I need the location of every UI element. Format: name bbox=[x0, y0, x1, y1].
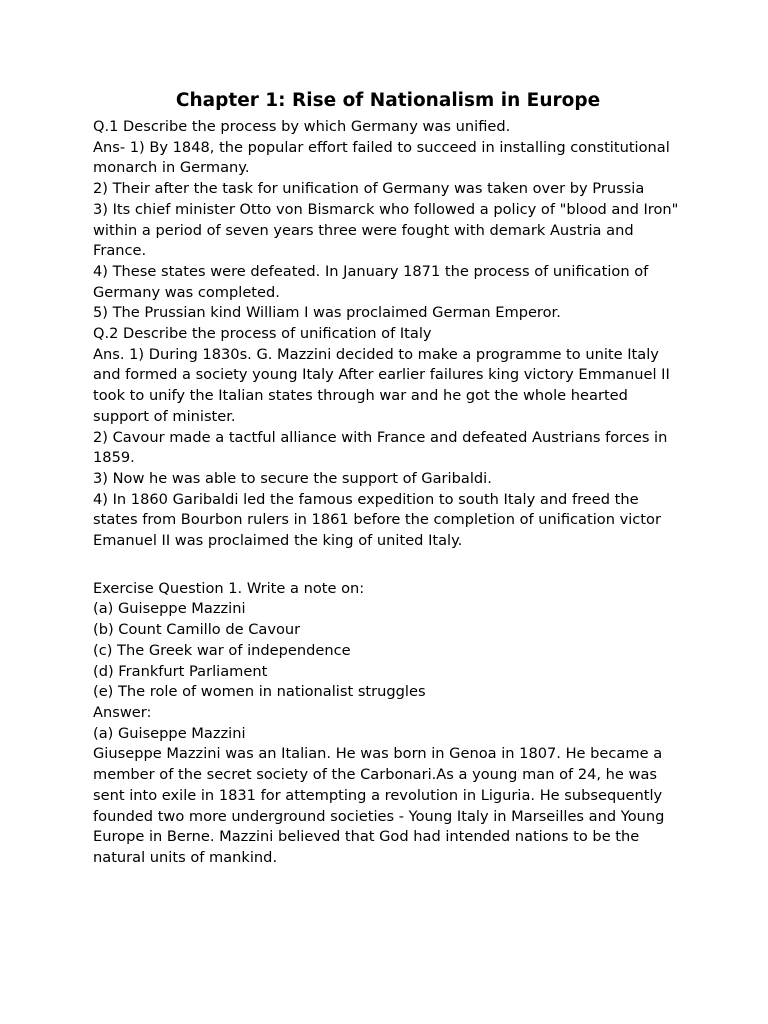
answer-2-point-3: 3) Now he was able to secure the support of Garibaldi. bbox=[93, 469, 492, 487]
exercise-question: Exercise Question 1. Write a note on: bbox=[93, 579, 365, 597]
question-2: Q.2 Describe the process of unification of Italy bbox=[93, 325, 432, 343]
answer-1-point-2: 2) Their after the task for unification of Germany was taken over by Prussia bbox=[93, 180, 645, 198]
answer-label: Answer: bbox=[93, 703, 152, 721]
exercise-item-a: (a) Guiseppe Mazzini bbox=[93, 600, 246, 618]
question-1: Q.1 Describe the process by which Germany was unified. bbox=[93, 118, 511, 135]
answer-2-point-2: 2) Cavour made a tactful alliance with France and defeated Austrians forces in 1859. bbox=[93, 428, 668, 467]
document-page bbox=[93, 88, 683, 869]
answer-subheading-a: (a) Guiseppe Mazzini bbox=[93, 724, 246, 742]
answer-2-point-4: 4) In 1860 Garibaldi led the famous expedition to south Italy and freed the states from Bourbon rulers in 1861 before the completion of unification victor Emanuel II was proclaimed the king of united Italy. bbox=[93, 490, 661, 550]
exercise-item-e: (e) The role of women in nationalist struggles bbox=[93, 683, 426, 701]
answer-1-point-4: 4) These states were defeated. In January 1871 the process of unification of Germany was completed. bbox=[93, 262, 649, 301]
exercise-item-b: (b) Count Camillo de Cavour bbox=[93, 621, 301, 639]
answer-paragraph-a: Giuseppe Mazzini was an Italian. He was born in Genoa in 1807. He became a member of the secret society of the Carbonari.As a young man of 24, he was sent into exile in 1831 for attempting a revolution in Liguria. He subsequently founded two more underground societies - Young Italy in Marseilles and Young Europe in Berne. Mazzini believed that God had intended nations to be the natural units of mankind. bbox=[93, 745, 665, 866]
answer-1-point-1: Ans- 1) By 1848, the popular effort failed to succeed in installing constitutional monarch in Germany. bbox=[93, 138, 670, 177]
section-gap bbox=[93, 552, 683, 579]
page-title: Chapter 1: Rise of Nationalism in Europe bbox=[175, 90, 601, 111]
answer-2-point-1: Ans. 1) During 1830s. G. Mazzini decided to make a programme to unite Italy and formed a society young Italy After earlier failures king victory Emmanuel II took to unify the Italian states through war and he got the whole hearted support of minister. bbox=[93, 345, 670, 425]
exercise-item-c: (c) The Greek war of independence bbox=[93, 641, 351, 659]
answer-1-point-3: 3) Its chief minister Otto von Bismarck who followed a policy of "blood and Iron" within a period of seven years three were fought with demark Austria and France. bbox=[93, 200, 679, 260]
exercise-item-d: (d) Frankfurt Parliament bbox=[93, 662, 268, 680]
answer-1-point-5: 5) The Prussian kind William I was proclaimed German Emperor. bbox=[93, 304, 561, 322]
